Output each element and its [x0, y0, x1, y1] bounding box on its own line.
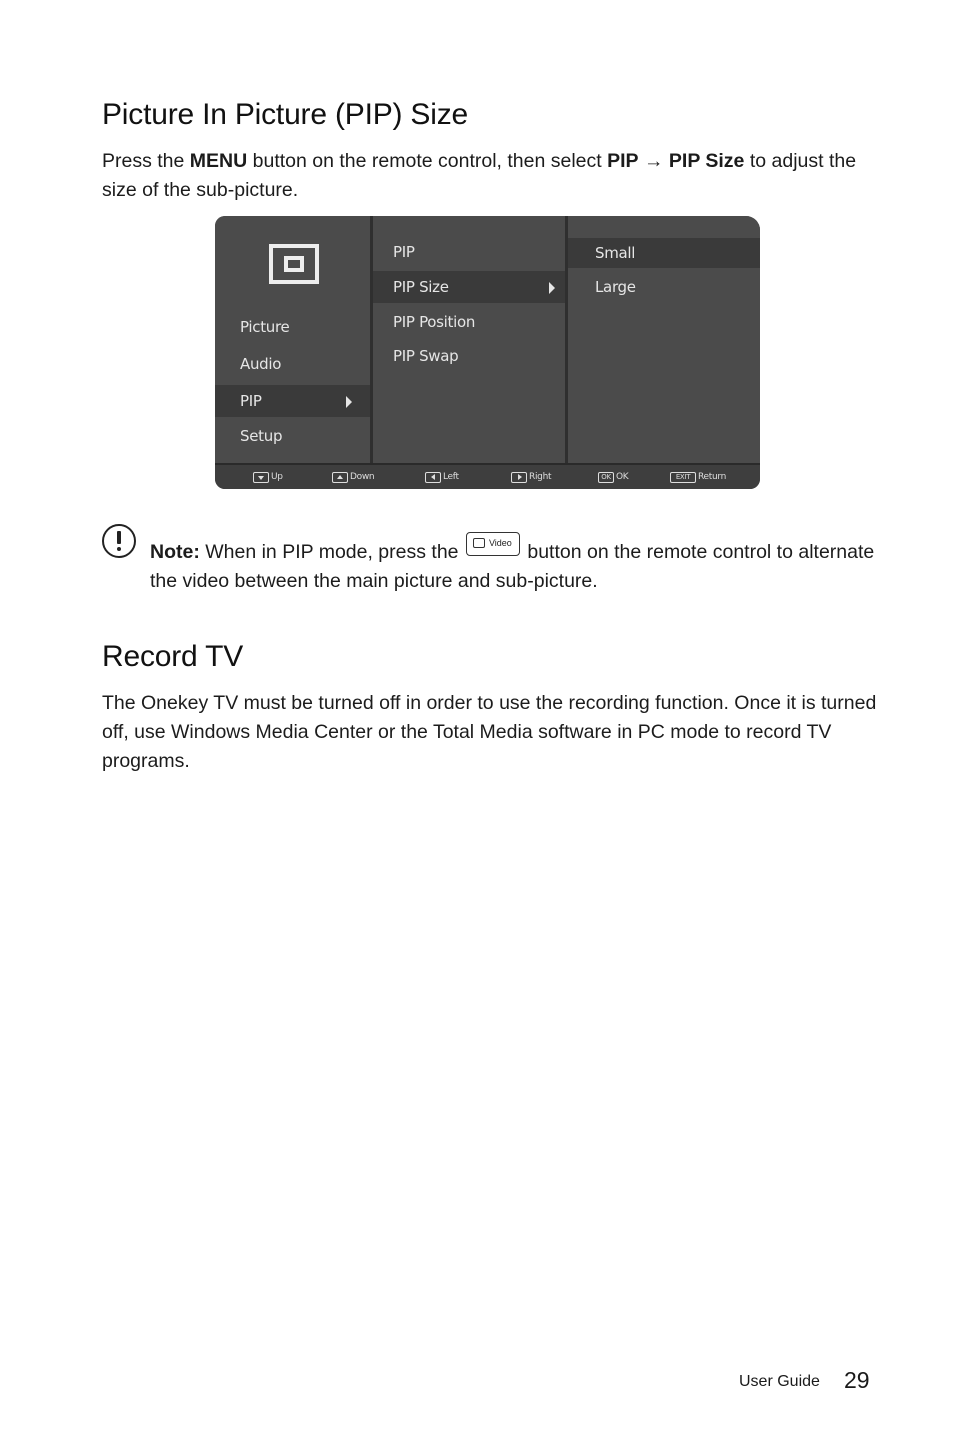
osd-hint-bar — [215, 463, 760, 489]
osd-menu-item-label: PIP — [240, 392, 262, 410]
chevron-right-icon — [346, 396, 352, 408]
osd-size-options — [568, 216, 760, 463]
osd-menu-item-audio[interactable]: Audio — [240, 355, 282, 373]
hint-down: Down — [332, 470, 374, 484]
osd-size-option-large[interactable]: Large — [595, 278, 636, 296]
osd-menu-item-label: PIP Size — [393, 278, 449, 296]
exit-key-icon: EXIT — [670, 472, 696, 483]
chevron-right-icon — [549, 282, 555, 294]
exclamation-icon — [102, 524, 136, 558]
page-number: 29 — [844, 1367, 870, 1393]
osd-pip-item-pip-position[interactable]: PIP Position — [393, 313, 476, 331]
record-tv-body: The Onekey TV must be turned off in order to use the recording function. Once it is turned off, use Windows Media Center or the Total Media software in PC mode to record TV programs. — [102, 692, 877, 772]
osd-pip-item-pip-size[interactable] — [373, 271, 565, 303]
osd-size-option-small[interactable]: Small — [568, 238, 760, 268]
osd-menu-item-picture[interactable]: Picture — [240, 318, 290, 336]
hint-ok: OK OK — [598, 470, 628, 484]
picture-icon — [269, 244, 319, 284]
footer-label: User Guide — [739, 1373, 820, 1390]
down-arrow-key-icon — [253, 472, 269, 483]
osd-pip-menu — [373, 216, 565, 463]
section-title-pip-size: Picture In Picture (PIP) Size — [102, 98, 468, 131]
osd-menu-screenshot — [215, 216, 760, 489]
right-arrow-key-icon — [511, 472, 527, 483]
hint-left: Left — [425, 470, 459, 484]
hint-right: Right — [511, 470, 551, 484]
hint-return: EXIT Return — [670, 470, 726, 484]
pip-note: Note: When in PIP mode, press the Video button on the remote control to alternate the video between the main picture and sub-picture. — [150, 532, 880, 596]
osd-main-menu — [215, 216, 370, 463]
left-arrow-key-icon — [425, 472, 441, 483]
up-arrow-key-icon — [332, 472, 348, 483]
osd-menu-item-pip[interactable] — [215, 385, 370, 417]
note-label: Note: — [150, 541, 200, 563]
osd-menu-item-setup[interactable]: Setup — [240, 427, 283, 445]
hint-up: Up — [253, 470, 283, 484]
video-button-icon: Video — [466, 532, 520, 556]
section-title-record-tv: Record TV — [102, 640, 244, 673]
osd-pip-item-pip-swap[interactable]: PIP Swap — [393, 347, 459, 365]
pip-size-instructions: Press the MENU button on the remote control, then select PIP → PIP Size to adjust the size of the sub-picture. — [102, 150, 857, 201]
ok-key-icon: OK — [598, 472, 614, 483]
osd-pip-item-pip[interactable]: PIP — [393, 243, 415, 261]
